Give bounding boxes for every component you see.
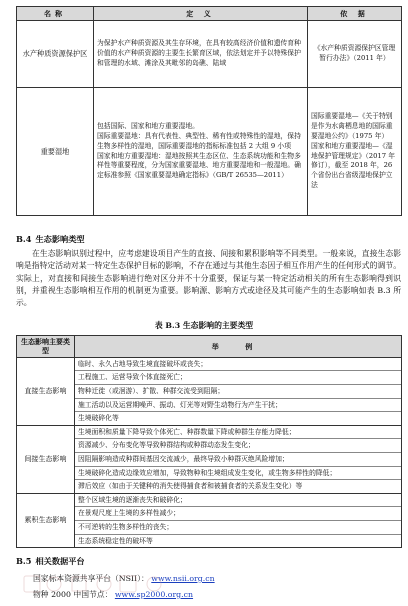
platform-label: 国家标本资源共享平台（NSII）： <box>33 574 149 583</box>
section-number: B.4 <box>16 234 32 244</box>
example-item: 因阻隔影响造成种群间基因交流减少，最终导致小种群灭绝风险增加； <box>75 453 401 467</box>
table-row <box>17 21 402 88</box>
section-title: 相关数据平台 <box>35 556 85 566</box>
section-number: B.5 <box>16 556 32 566</box>
table-header-row <box>17 336 402 358</box>
definition-text: 国际重要湿地：具有代表性、典型性、稀有性或特殊性的湿地，保持生物多样性的湿地，国际重要湿地的指标标准包括 2 大组 9 小项 <box>97 131 301 150</box>
data-platform-entry <box>33 590 193 601</box>
basis-text: 国家和地方重要湿地—《湿地保护管理规定》（2017 年修订），截至 2018 年，26 个省份出台省级湿地保护立法 <box>311 141 396 190</box>
example-item: 滞后效应（如由于关键种的消失使得捕食者和被捕食者的关系发生变化）等 <box>78 482 303 491</box>
row-basis <box>308 88 402 216</box>
example-item: 在景观尺度上生境的多样性减少； <box>75 507 401 521</box>
example-item: 生境破碎化等 <box>78 414 119 423</box>
table-row <box>17 357 402 425</box>
section-title: 生态影响类型 <box>35 234 85 244</box>
row-name: 重要湿地 <box>17 88 94 216</box>
example-item: 生态系统稳定性的破坏等 <box>78 536 153 545</box>
header-basis: 依 据 <box>308 7 402 21</box>
ecological-impact-types-table <box>16 335 402 548</box>
protected-area-definition-table <box>16 6 402 216</box>
example-item: 临时、永久占地导致生境直接破坏或丧失； <box>75 358 401 372</box>
impact-examples <box>75 357 402 425</box>
table-row <box>17 493 402 547</box>
table-caption: 表 B.3 生态影响的主要类型 <box>154 321 254 330</box>
table-row <box>17 425 402 493</box>
row-definition <box>94 21 308 88</box>
table-row <box>17 88 402 216</box>
platform-link[interactable]: www.nsii.org.cn <box>151 574 215 583</box>
impact-category: 直接生态影响 <box>17 357 75 425</box>
example-item: 生境面积和质量下降导致个体死亡、种群数量下降或种群生存能力降低； <box>75 426 401 440</box>
platform-link[interactable]: www.sp2000.org.cn <box>114 590 194 599</box>
impact-category: 累积生态影响 <box>17 493 75 547</box>
section-heading-b4 <box>16 234 85 245</box>
example-item: 工程施工、运营导致个体直接死亡； <box>75 371 401 385</box>
example-item: 施工活动以及运营期噪声、振动、灯光等对野生动物行为产生干扰； <box>75 399 401 413</box>
basis-text: 《水产种质资源保护区管理暂行办法》（2011 年） <box>313 44 396 62</box>
definition-text: 为保护水产种质资源及其生存环境，在具有较高经济价值和遗传育种价值的水产种质资源的主要生长繁育区域，依法划定并予以特殊保护和管理的水域、滩涂及其毗邻的岛礁、陆域 <box>97 39 301 67</box>
basis-text: 国际重要湿地—《关于特别是作为水禽栖息地的国际重要湿地公约》（1975 年） <box>311 112 393 140</box>
example-item: 资源减少、分布变化等导致种群结构或种群动态发生变化； <box>75 439 401 453</box>
example-item: 不可逆转的生物多样性的丧失； <box>75 521 401 535</box>
example-item: 整个区域生境的逐渐丧失和破碎化； <box>75 494 401 508</box>
platform-label: 物种 2000 中国节点： <box>33 590 113 599</box>
header-name: 名称 <box>17 7 94 21</box>
impact-examples <box>75 425 402 493</box>
impact-category: 间接生态影响 <box>17 425 75 493</box>
example-item: 生境破碎化造成边缘效应增加，导致物种和生境组成发生变化，或生物多样性的降低； <box>75 467 401 481</box>
body-paragraph: 在生态影响识别过程中，应考虑建设项目产生的直接、间接和累积影响等不同类型。一般来说，直接生态影响是指特定活动对某一特定生态保护目标的影响，不存在通过与其他生态因子相互作用产生的任何形式的调节。实际上，对直接和间接生态影响进行绝对区分并不十分重要，保证与某一特定活动相关的所有生态影响得到识别，并重视生态影响相互作用的机制更为重要。影响源、影响方式或途径及其可能产生的生态影响如表 B.3 所示。 <box>16 249 401 308</box>
header-examples: 举 例 <box>75 336 402 358</box>
definition-text: 包括国际、国家和地方重要湿地。 <box>97 121 199 130</box>
impact-examples <box>75 493 402 547</box>
row-definition <box>94 88 308 216</box>
row-name: 水产种质资源保护区 <box>17 21 94 88</box>
row-basis <box>308 21 402 88</box>
header-impact-type: 生态影响主要类型 <box>17 336 75 358</box>
definition-text: 国家和地方重要湿地：湿地按照其生态区位、生态系统功能和生物多样性等重要程度，分为国家重要湿地、地方重要湿地和一般湿地。确定标准参照《国家重要湿地确定指标》（GB/T 26535—2011） <box>97 151 301 180</box>
data-platform-entry <box>33 574 215 585</box>
example-item: 物种迁徙（或洄游）、扩散、种群交流受到阻隔； <box>75 385 401 399</box>
section-heading-b5 <box>16 556 85 567</box>
header-definition: 定 义 <box>94 7 308 21</box>
table-header-row <box>17 7 402 21</box>
